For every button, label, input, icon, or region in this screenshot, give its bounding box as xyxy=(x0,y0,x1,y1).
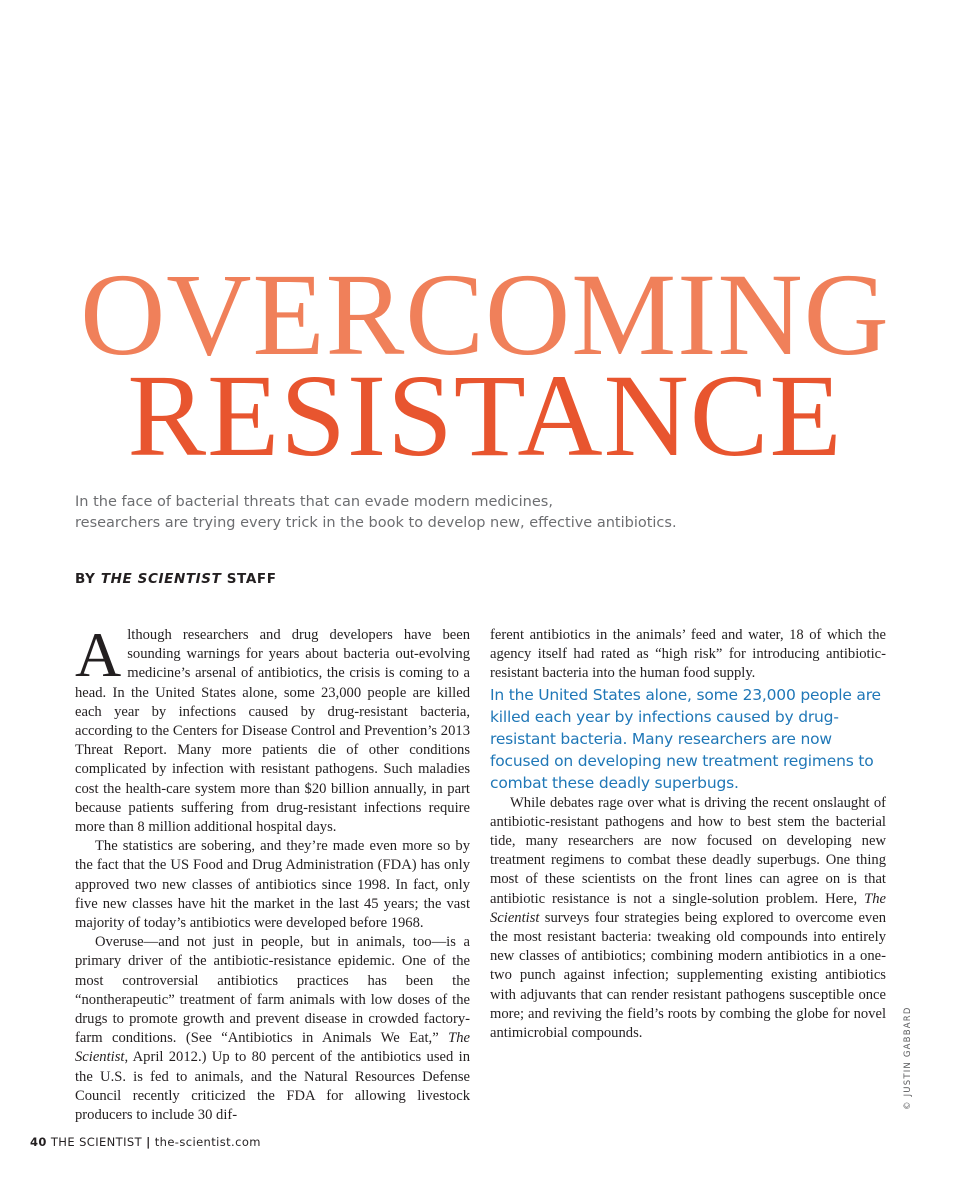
body-paragraph xyxy=(75,619,470,837)
body-paragraph: ferent antibiotics in the animals’ feed and water, 18 of which the agency itself had rated as “high risk” for introducing antibiotic-resistant bacteria into the human food supply. xyxy=(490,627,886,682)
deck-line-2: researchers are trying every trick in the book to develop new, effective antibiotics. xyxy=(75,515,677,531)
paragraph-text: lthough researchers and drug developers have been sounding warnings for years about bacteria out-evolving medicine’s arsenal of antibiotics, the crisis is coming to a head. In the United States alone, some 23,000 people are killed each year by infections caused by drug-resistant bacteria, according to the Centers for Disease Control and Prevention’s 2013 Threat Report. Many more patients die of other conditions complicated by infection with resistant pathogens. Such maladies cost the health-care system more than $20 billion annually, in part because patients suffering from drug-resistant infections require more than 8 million additional hospital days. xyxy=(75,627,470,836)
headline-line-1: OVERCOMING xyxy=(80,249,890,380)
paragraph-text: , April 2012.) Up to 80 percent of the antibiotics used in the U.S. is fed to animals, and the Natural Resources Defense Council recently criticized the FDA for allowing livestock producers to include 30 dif- xyxy=(75,1049,470,1124)
byline xyxy=(75,571,277,587)
body-paragraph xyxy=(75,933,470,1125)
photo-credit: © JUSTIN GABBARD xyxy=(903,1006,913,1110)
body-paragraph xyxy=(490,794,886,1044)
publication-reference: The Scientist xyxy=(75,1030,470,1066)
body-column-right xyxy=(490,626,886,1043)
body-column-left xyxy=(75,619,470,1125)
page-number: 40 xyxy=(30,1135,47,1149)
publication-reference: The Scientist xyxy=(490,890,886,926)
byline-suffix: STAFF xyxy=(226,571,277,587)
byline-publication: THE SCIENTIST xyxy=(100,571,222,587)
footer-separator: | xyxy=(146,1135,151,1149)
paragraph-text: Overuse—and not just in people, but in animals, too—is a primary driver of the antibiotic-resistance epidemic. One of the most controversial antibiotics practices has been the “nontherapeutic” treatment of farm animals with low doses of the drugs to promote growth and prevent disease in crowded factory-farm conditions. (See “Antibiotics in Animals We Eat,” xyxy=(75,934,470,1047)
deck-line-1: In the face of bacterial threats that can evade modern medicines, xyxy=(75,494,553,510)
deck-subtitle xyxy=(75,492,795,534)
headline-line-2: RESISTANCE xyxy=(127,350,843,481)
pull-quote: In the United States alone, some 23,000 people are killed each year by infections caused by drug-resistant bacteria. Many researchers are now focused on developing new treatment regimens to combat these deadly superbugs. xyxy=(490,685,881,792)
drop-cap: A xyxy=(75,619,122,690)
footer-website: the-scientist.com xyxy=(154,1135,261,1149)
byline-prefix: BY xyxy=(75,571,96,587)
paragraph-text: surveys four strategies being explored to overcome even the most resistant bacteria: tweaking old compounds into entirely new classes of antibiotics; combining modern antibiotics in a one-two punch against infection; supplementing existing antibiotics with adjuvants that can render resistant pathogens susceptible once more; and reviving the field’s roots by combing the globe for novel antimicrobial compounds. xyxy=(490,909,886,1042)
page-footer xyxy=(30,1135,261,1149)
paragraph-text: While debates rage over what is driving the recent onslaught of antibiotic-resistant pathogens and how to best stem the bacterial tide, many researchers are now focused on developing new treatment regimens to combat these deadly superbugs. One thing most of these scientists on the front lines can agree on is that antibiotic resistance is not a single-solution problem. Here, xyxy=(490,794,886,907)
body-paragraph: The statistics are sobering, and they’re made even more so by the fact that the US Food and Drug Administration (FDA) has only approved two new classes of antibiotics since 1998. In fact, only five new classes have hit the market in the last 45 years; the vast majority of today’s antibiotics were developed before 1968. xyxy=(75,838,470,932)
footer-publication: THE SCIENTIST xyxy=(50,1135,142,1149)
